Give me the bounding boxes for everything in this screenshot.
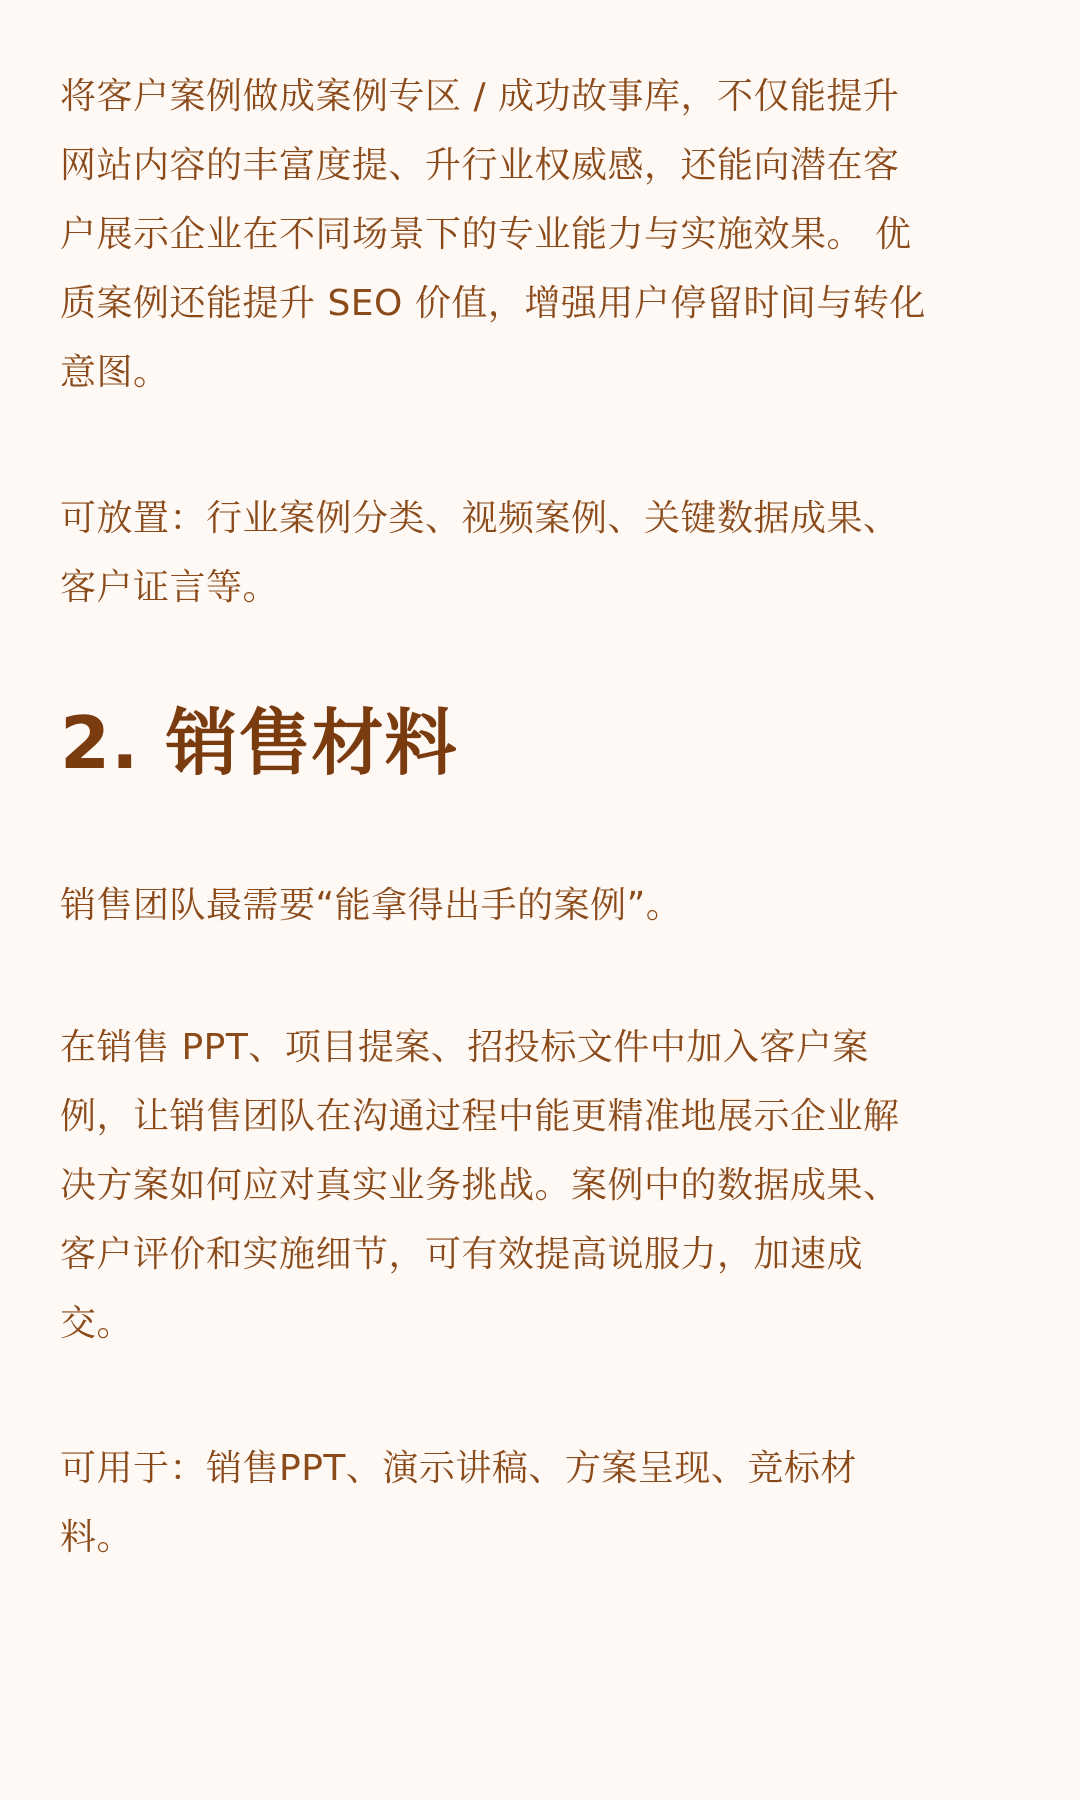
text-line: 例，让销售团队在沟通过程中能更精准地展示企业解 — [60, 1096, 900, 1137]
text-line: 可放置：行业案例分类、视频案例、关键数据成果、 — [60, 498, 900, 539]
placement-paragraph — [60, 484, 900, 622]
text-line: 客户评价和实施细节，可有效提高说服力，加速成 — [60, 1234, 864, 1275]
intro-paragraph — [60, 62, 926, 407]
text-line: 网站内容的丰富度提、升行业权威感，还能向潜在客 — [60, 145, 900, 186]
text-line: 可用于：销售PPT、演示讲稿、方案呈现、竞标材 — [60, 1448, 857, 1489]
sales-intro-paragraph — [60, 871, 682, 940]
text-line: 交。 — [60, 1303, 134, 1344]
text-line: 客户证言等。 — [60, 567, 280, 608]
text-line: 意图。 — [60, 352, 170, 393]
text-line: 料。 — [60, 1517, 134, 1558]
text-line: 质案例还能提升 SEO 价值，增强用户停留时间与转化 — [60, 283, 926, 324]
text-line: 在销售 PPT、项目提案、招投标文件中加入客户案 — [60, 1027, 869, 1068]
text-line: 将客户案例做成案例专区 / 成功故事库，不仅能提升 — [60, 76, 900, 117]
usage-paragraph — [60, 1434, 857, 1572]
text-line: 户展示企业在不同场景下的专业能力与实施效果。 优 — [60, 214, 912, 255]
text-line: 销售团队最需要“能拿得出手的案例”。 — [60, 885, 683, 926]
text-line: 决方案如何应对真实业务挑战。案例中的数据成果、 — [60, 1165, 900, 1206]
sales-detail-paragraph — [60, 1013, 900, 1358]
section-heading: 2. 销售材料 — [60, 701, 458, 785]
